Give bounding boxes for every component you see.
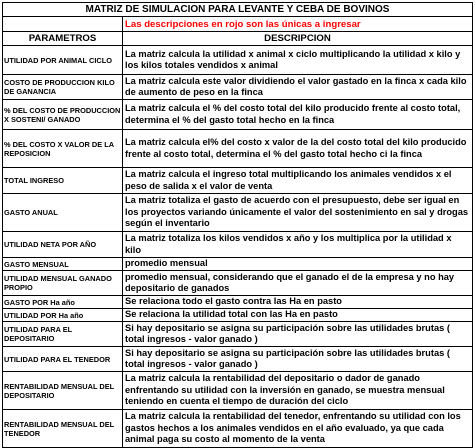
row-desc: La matriz calcula el ingreso total multiplicando los animales vendidos x el peso de salida x el valor de venta (123, 168, 473, 194)
note-blank-cell (3, 17, 123, 32)
table-row (3, 296, 473, 309)
row-desc: La matriz calcula el% del costo x valor de la del costo total del kilo producido frente al costo total, determina el % del gasto total hecho ci la finca (123, 130, 473, 168)
row-param: UTILIDAD POR Ha año (3, 309, 123, 322)
row-param: GASTO ANUAL (3, 194, 123, 232)
row-desc: Se relaciona la utilidad total con las Ha en pasto (123, 309, 473, 322)
title-row (3, 3, 473, 17)
row-param: % DEL COSTO DE PRODUCCION X SOSTENI/ GANADO (3, 100, 123, 130)
row-desc: Si hay depositario se asigna su participación sobre las utilidades brutas ( total ingresos - valor ganado ) (123, 347, 473, 372)
table-row (3, 194, 473, 232)
row-desc: Si hay depositario se asigna su participación sobre las utilidades brutas ( total ingresos - valor ganado ) (123, 322, 473, 347)
header-descripcion: DESCRIPCION (123, 32, 473, 46)
table-row (3, 271, 473, 296)
table-row (3, 130, 473, 168)
row-desc: La matriz calcula la rentabilidad del tenedor, enfrentando su utilidad con los gastos hechos a los animales vendidos en el año evaluado, ya que cada animal paga su costo al momento de la venta (123, 410, 473, 448)
simulation-matrix-sheet (2, 2, 473, 448)
row-param: RENTABILIDAD MENSUAL DEL DEPOSITARIO (3, 372, 123, 410)
table-row (3, 410, 473, 448)
table-row (3, 347, 473, 372)
row-desc: promedio mensual, considerando que el ganado el de la empresa y no hay depositario de ganados (123, 271, 473, 296)
header-parametros: PARAMETROS (3, 32, 123, 46)
table-row (3, 46, 473, 75)
row-desc: La matriz calcula la utilidad x animal x ciclo multiplicando la utilidad x kilo y los kilos totales vendidos x animal (123, 46, 473, 75)
table-row (3, 309, 473, 322)
table-row (3, 372, 473, 410)
row-param: % DEL COSTO X VALOR DE LA REPOSICION (3, 130, 123, 168)
note-row (3, 17, 473, 32)
row-desc: La matriz totaliza los kilos vendidos x año y los multiplica por la utilidad x kilo (123, 232, 473, 258)
header-row (3, 32, 473, 46)
row-desc: Se relaciona todo el gasto contra las Ha en pasto (123, 296, 473, 309)
row-param: UTILIDAD MENSUAL GANADO PROPIO (3, 271, 123, 296)
table-row (3, 75, 473, 100)
row-param: UTILIDAD NETA POR AÑO (3, 232, 123, 258)
table-row (3, 258, 473, 271)
row-desc: La matriz totaliza el gasto de acuerdo con el presupuesto, debe ser igual en los proyectos variando únicamente el valor del sostenimiento en sal y drogas según el inventario (123, 194, 473, 232)
row-param: UTILIDAD POR ANIMAL CICLO (3, 46, 123, 75)
matrix-title: MATRIZ DE SIMULACION PARA LEVANTE Y CEBA DE BOVINOS (3, 3, 473, 17)
row-param: GASTO POR Ha año (3, 296, 123, 309)
table-row (3, 100, 473, 130)
simulation-matrix-table (2, 2, 473, 448)
table-row (3, 232, 473, 258)
row-desc: La matriz calcula la rentabilidad del depositario o dador de ganado enfrentando su utilidad con la inversión en ganado, se muestra mensual teniendo en cuenta el tiempo de duración del ciclo (123, 372, 473, 410)
table-row (3, 322, 473, 347)
row-desc: La matriz calcula el % del costo total del kilo producido frente al costo total, determina el % del gasto total hecho en la finca (123, 100, 473, 130)
row-desc: La matriz calcula este valor dividiendo el valor gastado en la finca x cada kilo de aumento de peso en la finca (123, 75, 473, 100)
row-param: TOTAL INGRESO (3, 168, 123, 194)
row-param: RENTABILIDAD MENSUAL DEL TENEDOR (3, 410, 123, 448)
table-row (3, 168, 473, 194)
row-param: COSTO DE PRODUCCION KILO DE GANANCIA (3, 75, 123, 100)
row-param: GASTO MENSUAL (3, 258, 123, 271)
row-desc: promedio mensual (123, 258, 473, 271)
row-param: UTILIDAD PARA EL TENEDOR (3, 347, 123, 372)
input-note: Las descripciones en rojo son las únicas a ingresar (123, 17, 473, 32)
row-param: UTILIDAD PARA EL DEPOSITARIO (3, 322, 123, 347)
